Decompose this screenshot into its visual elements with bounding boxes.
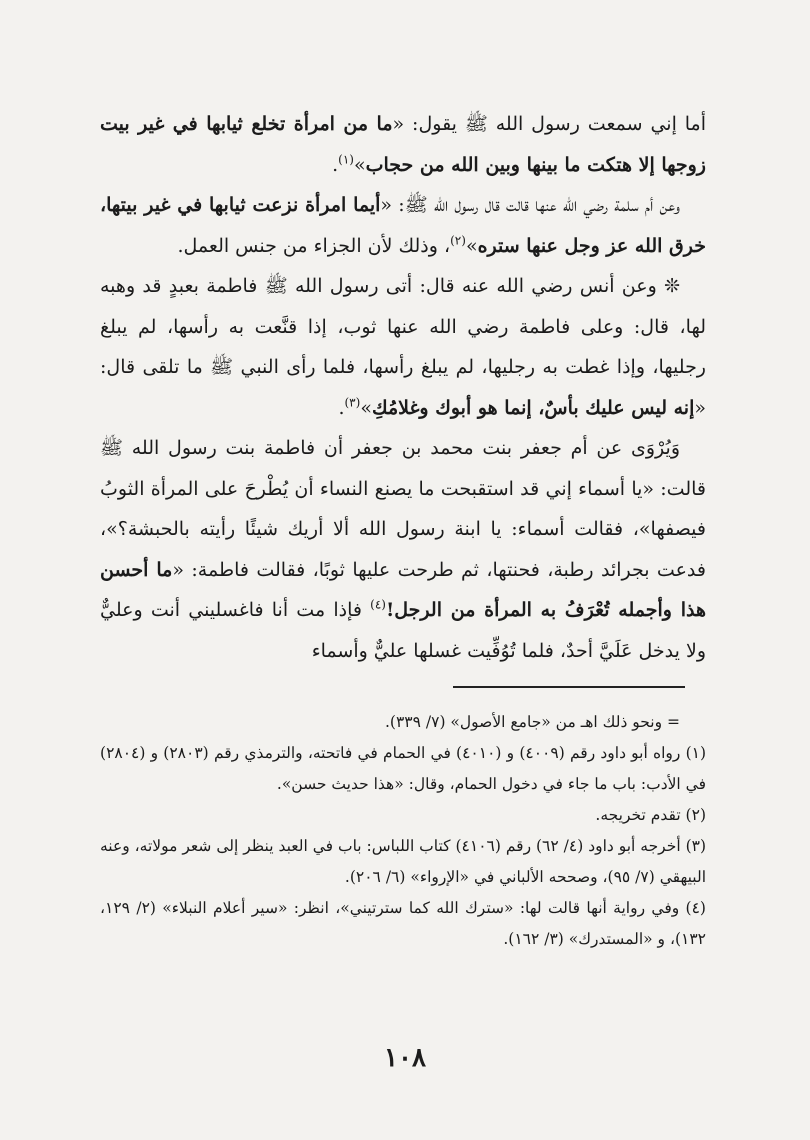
footnote-3: (٣) أخرجه أبو داود (٤/ ٦٢) رقم (٤١٠٦) كتاب اللباس: باب في العبد ينظر إلى شعر مولاته، وعنه البيهقي (٧/ ٩٥)، وصححه الألباني في «الإرواء» (٦/ ٢٠٦). — [100, 837, 707, 886]
footnote-ref-4: (٤) — [370, 597, 386, 612]
paragraph-1-end: . — [332, 153, 339, 176]
hadith-text-2: أيما امرأة نزعت ثيابها في غير بيتها، خرق الله عز وجل عنها ستره — [100, 194, 706, 257]
footnote-1: (١) رواه أبو داود رقم (٤٠٠٩) و (٤٠١٠) في الحمام في فاتحته، والترمذي رقم (٢٨٠٣) و (٢٨٠٤) في الأدب: باب ما جاء في دخول الحمام، وقال: «هذا حديث حسن». — [100, 744, 707, 793]
footnote-4: (٤) وفي رواية أنها قالت لها: «سترك الله كما سترتيني»، انظر: «سير أعلام النبلاء» (٢/ ١٢٩، ١٣٢)، و «المستدرك» (٣/ ١٦٢). — [100, 899, 706, 948]
footnote-2: (٢) تقدم تخريجه. — [595, 806, 706, 824]
paragraph-3 — [100, 266, 706, 428]
paragraph-4 — [100, 428, 706, 671]
hadith-text-1: ما من امرأة تخلع ثيابها في غير بيت زوجها إلا هتكت ما بينها وبين الله من حجاب — [100, 113, 706, 176]
hadith-text-3: إنه ليس عليك بأسٌ، إنما هو أبوك وغلامُكِ — [371, 396, 695, 419]
paragraph-2 — [100, 185, 706, 266]
paragraph-2-end: ، وذلك لأن الجزاء من جنس العمل. — [177, 234, 451, 257]
footnote-ref-1: (١) — [338, 152, 354, 167]
quote-close: » — [353, 153, 366, 176]
quote-close: » — [465, 234, 478, 257]
footnotes — [100, 707, 706, 955]
paragraph-2-intro: وعن أم سلمة رضي الله عنها قالت قال رسول الله ﷺ: « — [380, 194, 680, 216]
quote-close: » — [360, 396, 372, 419]
footnote-ref-3: (٣) — [344, 395, 361, 410]
page-number: ١٠٨ — [384, 1043, 426, 1073]
footnote-continuation: = ونحو ذلك اهـ من «جامع الأصول» (٧/ ٣٣٩). — [385, 713, 680, 731]
paragraph-1 — [100, 104, 706, 185]
paragraph-3-end: . — [338, 396, 345, 419]
paragraph-3-intro: ❊ وعن أنس رضي الله عنه قال: أتى رسول الله ﷺ فاطمة بعبدٍ قد وهبه لها، قال: وعلى فاطمة رضي الله عنها ثوب، إذا قنَّعت به رأسها، لم يبلغ رجليها، وإذا غطت به رجليها، لم يبلغ رأسها، فلما رأى النبي ﷺ ما تلقى قال: « — [100, 275, 706, 419]
main-text — [100, 104, 706, 671]
paragraph-4-intro: وَيُرْوَى عن أم جعفر بنت محمد بن جعفر أن فاطمة بنت رسول الله ﷺ قالت: «يا أسماء إني قد استقبحت ما يصنع النساء أن يُطْرحَ على المرأة الثوبُ فيصفها»، فقالت أسماء: يا ابنة رسول الله ألا أريك شيئًا رأيته بالحبشة؟»، فدعت بجرائد رطبة، فحنتها، ثم طرحت عليها ثوبًا، فقالت فاطمة: « — [100, 437, 706, 581]
paragraph-4-end: فإذا مت أنا فاغسليني أنت وعليٌّ ولا يدخل عَلَيَّ أحدٌ، فلما تُوُفِّيت غسلها عليٌّ وأسماء — [100, 599, 706, 662]
hadith-text-4: ما أحسن هذا وأجمله تُعْرَفُ به المرأة من الرجل! — [100, 558, 706, 621]
paragraph-1-intro: أما إني سمعت رسول الله ﷺ يقول: « — [392, 113, 706, 135]
footnote-ref-2: (٢) — [450, 233, 466, 248]
footnote-separator — [453, 686, 685, 688]
